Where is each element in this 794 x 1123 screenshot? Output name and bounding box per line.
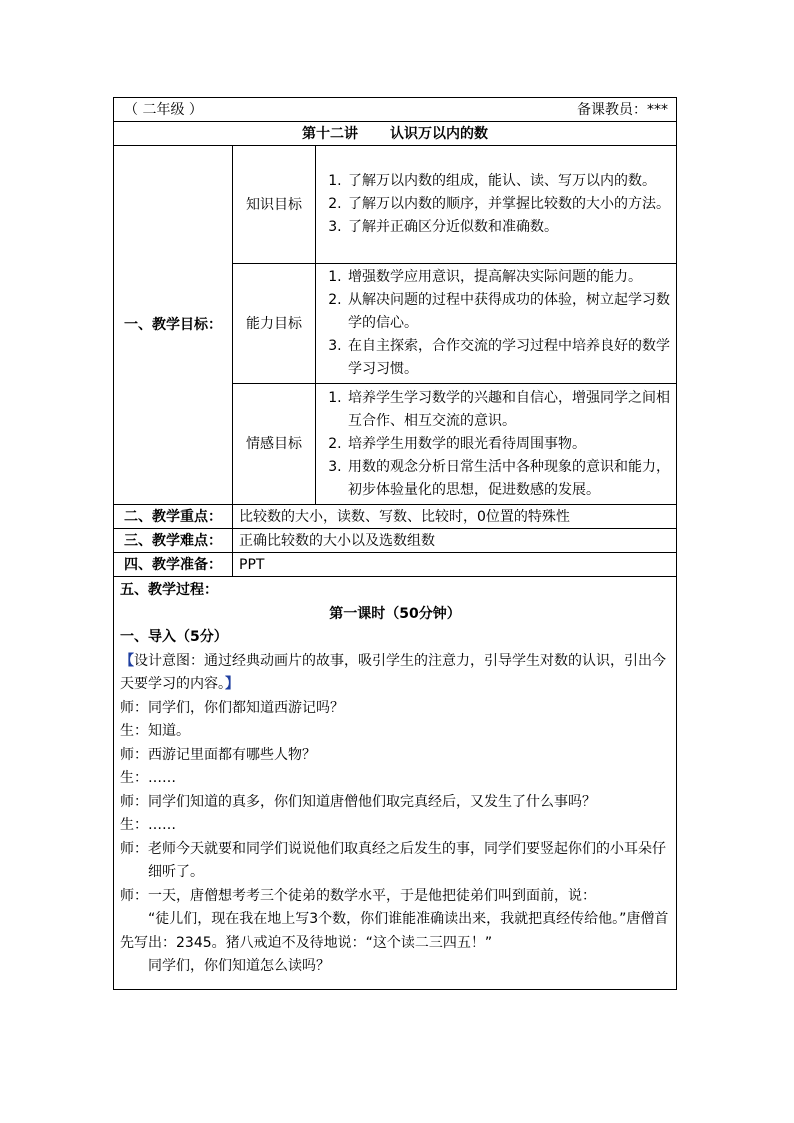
list-item: 2. 培养学生用数学的眼光看待周围事物。	[346, 433, 672, 456]
knowledge-goals-list	[316, 169, 676, 240]
dialogue-line: 师：老师今天就要和同学们说说他们取真经之后发生的事，同学们要竖起你们的小耳朵仔细听了。	[120, 840, 666, 880]
ability-goals-label: 能力目标	[233, 264, 316, 384]
list-item: 3. 了解并正确区分近似数和准确数。	[346, 216, 672, 239]
preparation-row	[114, 553, 677, 577]
process-label: 五、教学过程：	[120, 582, 218, 598]
bracket-open: 【	[120, 652, 134, 669]
bracket-close: 】	[225, 676, 239, 692]
knowledge-goals-cell	[316, 146, 677, 264]
knowledge-goals-label: 知识目标	[233, 146, 316, 264]
list-item: 1. 培养学生学习数学的兴趣和自信心，增强同学之间相互合作、相互交流的意识。	[346, 387, 672, 433]
difficulties-row	[114, 529, 677, 553]
design-intent-text: 设计意图：通过经典动画片的故事，吸引学生的注意力，引导学生对数的认识，引出今天要学习的内容。	[120, 652, 666, 692]
ability-goals-list	[316, 265, 676, 382]
header-cell	[114, 98, 677, 122]
dialogue-line: 生：……	[120, 770, 176, 786]
lecture-number: 第十二讲	[302, 125, 358, 142]
intro-heading: 一、导入（5分）	[120, 629, 228, 645]
difficulties-value: 正确比较数的大小以及选数组数	[233, 529, 677, 553]
story-text: “徒儿们，现在我在地上写3个数，你们谁能准确读出来，我就把真经传给他。”唐僧首先写出：2345。猪八戒迫不及待地说：“这个读二三四五！”	[120, 911, 669, 951]
dialogue-line: 生：知道。	[120, 723, 190, 739]
dialogue-line: 生：……	[120, 817, 176, 833]
teacher-label: 备课教员：***	[577, 101, 668, 118]
list-item: 2. 从解决问题的过程中获得成功的体验，树立起学习数学的信心。	[346, 289, 672, 335]
dialogue-line: 师：西游记里面都有哪些人物？	[120, 746, 316, 763]
emotion-goals-cell	[316, 384, 677, 505]
difficulties-label: 三、教学难点：	[114, 529, 233, 553]
lesson-plan-page	[113, 97, 676, 990]
story-paragraph	[120, 908, 670, 955]
dialogue-line: 师：一天，唐僧想考考三个徒弟的数学水平，于是他把徒弟们叫到面前，说：	[120, 887, 596, 904]
dialogue-line: 同学们，你们知道怎么读吗？	[148, 958, 330, 974]
dialogue-line: 师：同学们，你们都知道西游记吗？	[120, 699, 344, 716]
ability-goals-cell	[316, 264, 677, 384]
list-item: 3. 在自主探索，合作交流的学习过程中培养良好的数学学习习惯。	[346, 335, 672, 381]
list-item: 1. 了解万以内数的组成，能认、读、写万以内的数。	[346, 170, 672, 193]
preparation-value: PPT	[233, 553, 677, 577]
lesson-plan-table	[113, 97, 677, 990]
preparation-label: 四、教学准备：	[114, 553, 233, 577]
key-points-row	[114, 505, 677, 529]
key-points-value: 比较数的大小，读数、写数、比较时，0位置的特殊性	[233, 505, 677, 529]
process-cell	[114, 577, 677, 990]
lesson-title	[114, 122, 677, 146]
process-row	[114, 577, 677, 990]
title-row	[114, 122, 677, 146]
emotion-goals-label: 情感目标	[233, 384, 316, 505]
lesson-period-title: 第一课时（50分钟）	[329, 605, 461, 622]
header-row	[114, 98, 677, 122]
lecture-topic: 认识万以内的数	[390, 125, 488, 142]
key-points-label: 二、教学重点：	[114, 505, 233, 529]
objectives-label: 一、教学目标：	[114, 146, 233, 505]
design-intent	[120, 650, 670, 697]
list-item: 3. 用数的观念分析日常生活中各种现象的意识和能力，初步体验量化的思想，促进数感的发展。	[346, 456, 672, 502]
knowledge-goals-row	[114, 146, 677, 264]
dialogue-line: 师：同学们知道的真多，你们知道唐僧他们取完真经后，又发生了什么事吗？	[120, 793, 596, 810]
grade-label: （ 二年级 ）	[124, 101, 203, 118]
list-item: 1. 增强数学应用意识，提高解决实际问题的能力。	[346, 266, 672, 289]
emotion-goals-list	[316, 386, 676, 503]
list-item: 2. 了解万以内数的顺序，并掌握比较数的大小的方法。	[346, 193, 672, 216]
